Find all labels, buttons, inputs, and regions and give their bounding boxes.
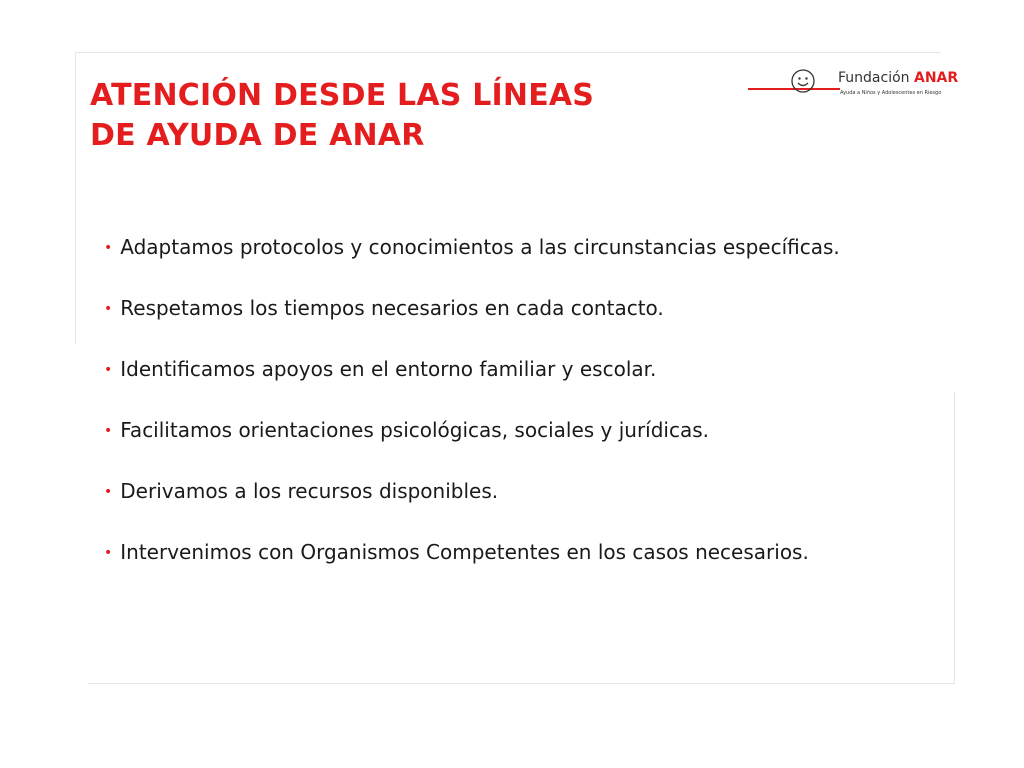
smiley-face-icon — [790, 68, 816, 94]
bullet-item — [104, 537, 904, 568]
bullet-dot-icon: • — [104, 362, 113, 378]
bullet-text: Adaptamos protocolos y conocimientos a las circunstancias específicas. — [120, 235, 840, 259]
bullet-text: Intervenimos con Organismos Competentes en los casos necesarios. — [120, 540, 809, 564]
logo-tagline: Ayuda a Niños y Adolescentes en Riesgo — [840, 90, 942, 96]
frame-right-border — [954, 392, 955, 684]
frame-top-border — [75, 52, 941, 53]
fundacion-anar-logo — [748, 62, 958, 102]
bullet-text: Facilitamos orientaciones psicológicas, sociales y jurídicas. — [120, 418, 710, 442]
bullet-item — [104, 415, 904, 446]
bullet-dot-icon: • — [104, 301, 113, 317]
bullet-item — [104, 293, 904, 324]
bullet-item — [104, 232, 904, 263]
slide-title-line-1: ATENCIÓN DESDE LAS LÍNEAS — [90, 78, 595, 113]
bullet-list — [104, 232, 904, 568]
slide-title — [90, 76, 594, 156]
bullet-text: Respetamos los tiempos necesarios en cada contacto. — [120, 296, 664, 320]
logo-name-prefix: Fundación — [838, 70, 910, 86]
frame-left-border — [75, 52, 76, 344]
frame-bottom-border — [88, 683, 955, 684]
bullet-text: Derivamos a los recursos disponibles. — [120, 479, 499, 503]
bullet-dot-icon: • — [104, 240, 113, 256]
bullet-dot-icon: • — [104, 423, 113, 439]
bullet-item — [104, 476, 904, 507]
logo-name-brand: ANAR — [913, 70, 959, 86]
logo-name — [838, 70, 958, 86]
bullet-dot-icon: • — [104, 545, 113, 561]
bullet-text: Identificamos apoyos en el entorno familiar y escolar. — [120, 357, 657, 381]
bullet-dot-icon: • — [104, 484, 113, 500]
bullet-item — [104, 354, 904, 385]
slide-title-line-2: DE AYUDA DE ANAR — [90, 118, 425, 153]
